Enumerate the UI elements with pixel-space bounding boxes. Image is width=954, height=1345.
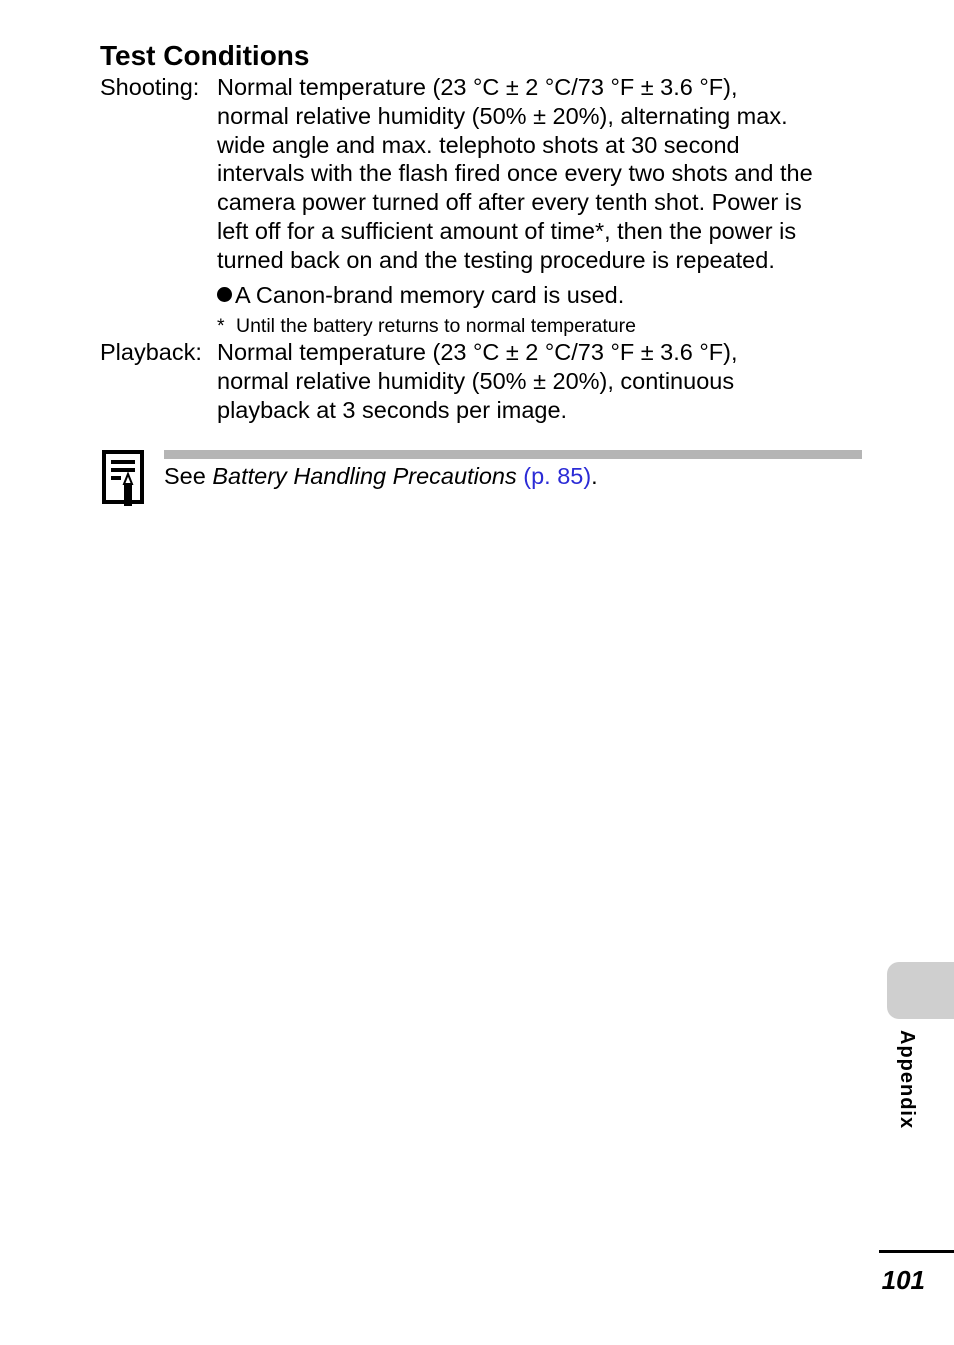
memory-card-bullet	[217, 281, 624, 309]
playback-line: Normal temperature (23 °C ± 2 °C/73 °F ± 3.6 °F),	[217, 339, 738, 365]
page-number: 101	[881, 1265, 925, 1295]
page-number-rule	[879, 1250, 954, 1253]
note-suffix: .	[591, 463, 598, 489]
bullet-text: A Canon-brand memory card is used.	[235, 282, 625, 308]
playback-line: normal relative humidity (50% ± 20%), continuous	[217, 367, 735, 394]
shooting-description	[217, 73, 867, 275]
footnote-mark: *	[217, 315, 225, 337]
note-title: Battery Handling Precautions	[212, 463, 517, 489]
playback-line: playback at 3 seconds per image.	[217, 396, 568, 423]
footnote-text: Until the battery returns to normal temperature	[236, 315, 636, 337]
shooting-line: turned back on and the testing procedure is repeated.	[217, 246, 775, 273]
shooting-line: intervals with the flash fired once every two shots and the	[217, 160, 813, 187]
shooting-line: camera power turned off after every tenth shot. Power is	[217, 189, 802, 216]
section-tab	[887, 962, 954, 1019]
memo-pencil-icon	[102, 449, 146, 507]
note-text	[164, 462, 598, 490]
shooting-line: Normal temperature (23 °C ± 2 °C/73 °F ± 3.6 °F),	[217, 74, 738, 100]
section-tab-label: Appendix	[896, 1030, 918, 1130]
page-reference-link[interactable]: (p. 85)	[523, 463, 592, 489]
section-title: Test Conditions	[100, 40, 310, 71]
bullet-dot-icon	[217, 287, 232, 302]
shooting-line: left off for a sufficient amount of time*, then the power is	[217, 217, 797, 244]
shooting-line: normal relative humidity (50% ± 20%), alternating max.	[217, 102, 788, 129]
playback-description	[217, 338, 867, 424]
note-prefix: See	[164, 463, 213, 489]
footnote	[217, 314, 636, 338]
shooting-line: wide angle and max. telephoto shots at 30 second	[217, 131, 740, 158]
playback-label: Playback:	[100, 339, 202, 365]
shooting-label: Shooting:	[100, 74, 200, 100]
note-divider	[164, 450, 862, 459]
